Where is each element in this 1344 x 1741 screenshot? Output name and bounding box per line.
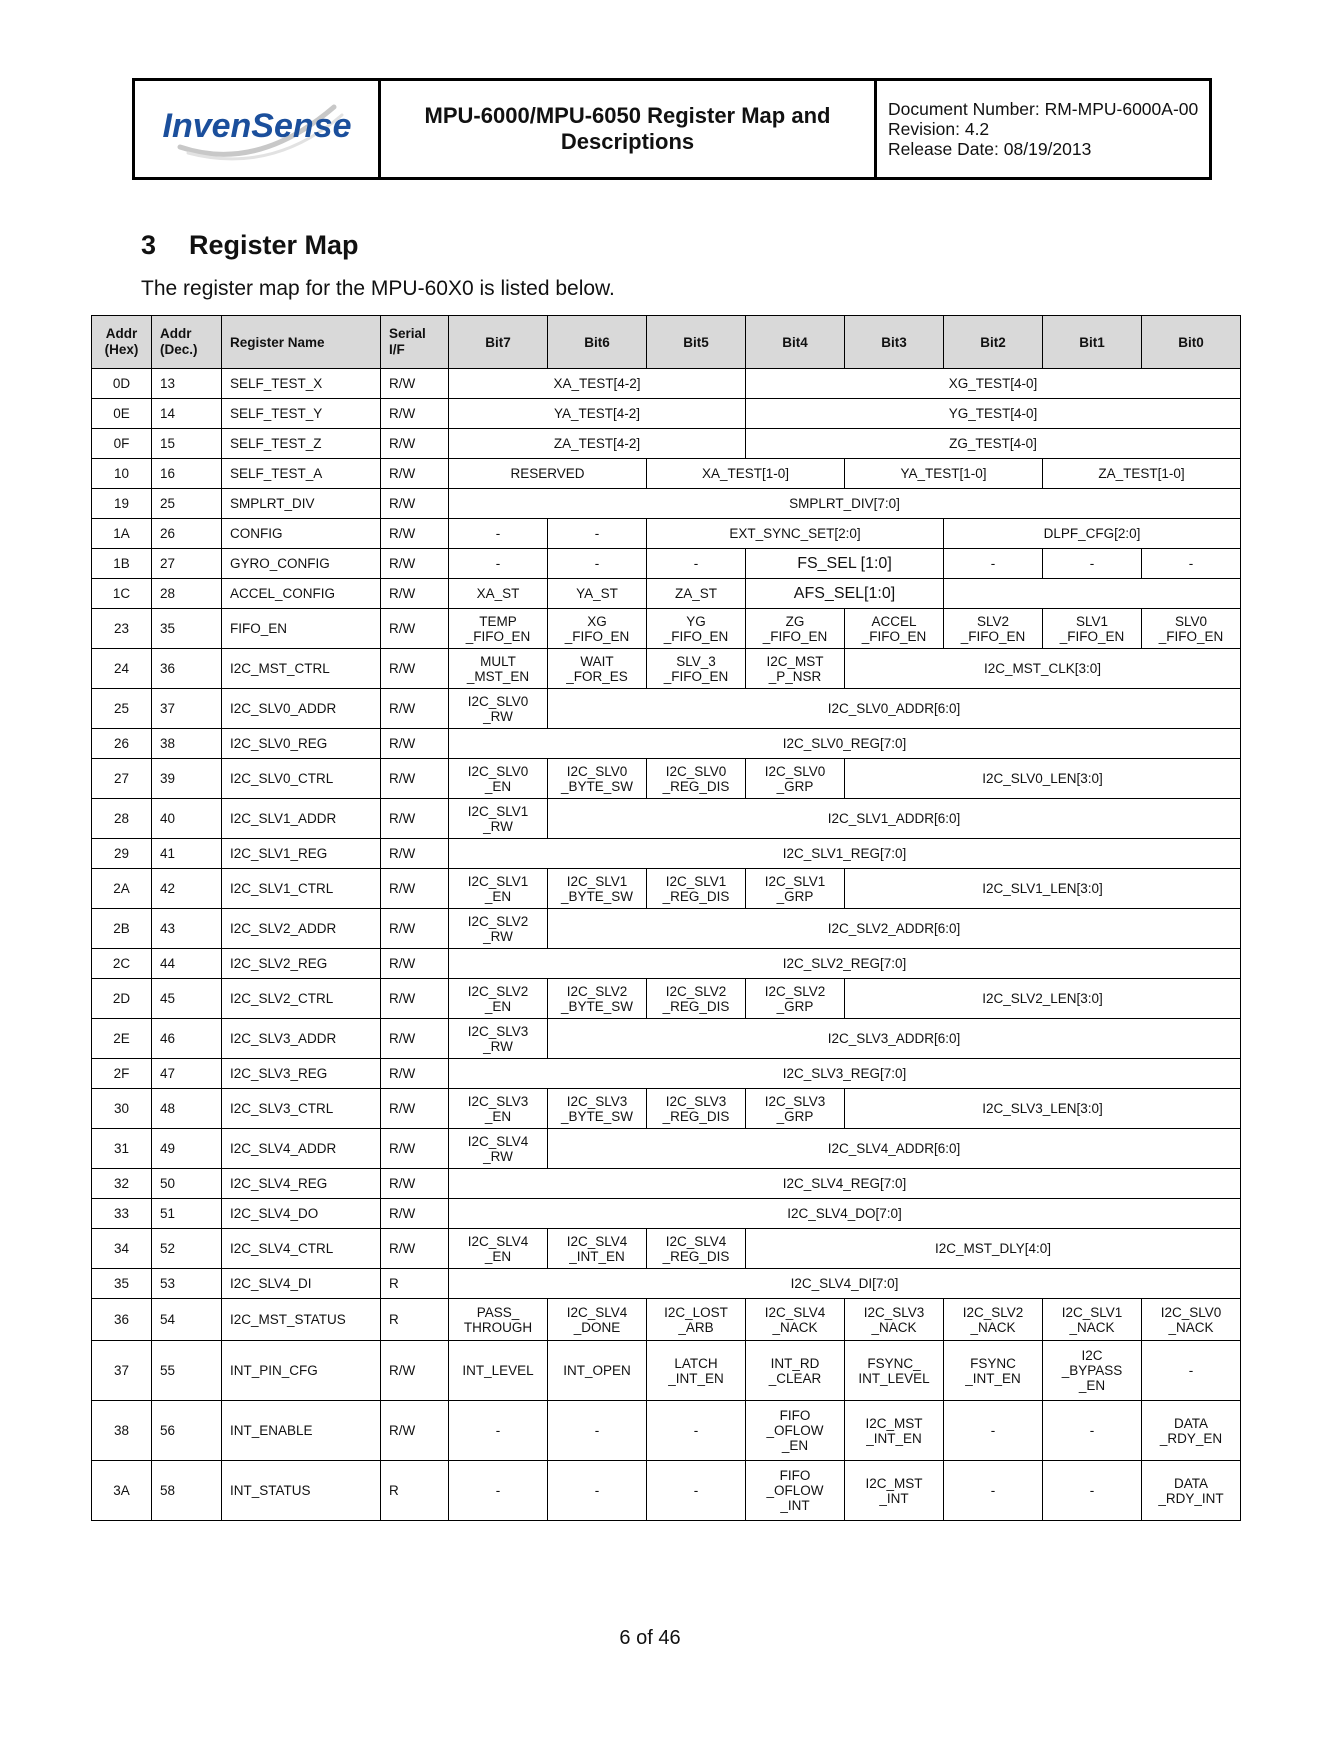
bit-field-cell: ZA_TEST[4-2] (449, 429, 746, 459)
bit-field-cell: ACCEL _FIFO_EN (845, 609, 944, 649)
bit-field-cell: I2C_SLV3 _RW (449, 1019, 548, 1059)
table-row (92, 1169, 1241, 1199)
register-name-cell: SELF_TEST_X (222, 369, 381, 399)
bit-field-cell: DLPF_CFG[2:0] (944, 519, 1241, 549)
bit-field-cell: I2C_SLV2_ADDR[6:0] (548, 909, 1241, 949)
serial-if-cell: R/W (381, 1401, 449, 1461)
bit-field-cell: I2C_SLV2_LEN[3:0] (845, 979, 1241, 1019)
bit-field-cell: SLV_3 _FIFO_EN (647, 649, 746, 689)
bit-field-cell: I2C_SLV0 _NACK (1142, 1299, 1241, 1341)
bit-field-cell: I2C_SLV1_REG[7:0] (449, 839, 1241, 869)
bit-field-cell: I2C_SLV0_LEN[3:0] (845, 759, 1241, 799)
addr-hex-cell: 36 (92, 1299, 152, 1341)
bit-field-cell: I2C_SLV3_LEN[3:0] (845, 1089, 1241, 1129)
register-name-cell: I2C_SLV1_CTRL (222, 869, 381, 909)
bit-field-cell: I2C_MST _INT_EN (845, 1401, 944, 1461)
addr-hex-cell: 33 (92, 1199, 152, 1229)
header-bit5: Bit5 (647, 316, 746, 369)
addr-dec-cell: 52 (152, 1229, 222, 1269)
bit-field-cell: I2C_SLV1 _GRP (746, 869, 845, 909)
register-map-table (91, 315, 1241, 1521)
table-row (92, 369, 1241, 399)
serial-if-cell: R/W (381, 1169, 449, 1199)
bit-field-cell: - (1142, 1341, 1241, 1401)
bit-field-cell: YA_TEST[1-0] (845, 459, 1043, 489)
bit-field-cell: I2C_SLV3_REG[7:0] (449, 1059, 1241, 1089)
table-row (92, 1269, 1241, 1299)
serial-if-cell: R/W (381, 459, 449, 489)
bit-field-cell: - (548, 519, 647, 549)
header-bit2: Bit2 (944, 316, 1043, 369)
addr-hex-cell: 0D (92, 369, 152, 399)
bit-field-cell: I2C_SLV4 _DONE (548, 1299, 647, 1341)
register-name-cell: I2C_SLV3_ADDR (222, 1019, 381, 1059)
addr-dec-cell: 16 (152, 459, 222, 489)
addr-hex-cell: 2C (92, 949, 152, 979)
register-name-cell: SELF_TEST_Z (222, 429, 381, 459)
table-row (92, 609, 1241, 649)
addr-dec-cell: 45 (152, 979, 222, 1019)
addr-hex-cell: 2F (92, 1059, 152, 1089)
table-row (92, 1341, 1241, 1401)
invensense-logo-icon (162, 89, 352, 169)
bit-field-cell: - (647, 1401, 746, 1461)
serial-if-cell: R/W (381, 979, 449, 1019)
bit-field-cell: I2C_SLV4_DI[7:0] (449, 1269, 1241, 1299)
bit-field-cell: I2C_MST_DLY[4:0] (746, 1229, 1241, 1269)
table-row (92, 869, 1241, 909)
serial-if-cell: R/W (381, 909, 449, 949)
addr-dec-cell: 15 (152, 429, 222, 459)
bit-field-cell: I2C_SLV1 _NACK (1043, 1299, 1142, 1341)
bit-field-cell: - (647, 1461, 746, 1521)
bit-field-cell: - (449, 1401, 548, 1461)
addr-dec-cell: 42 (152, 869, 222, 909)
table-row (92, 1089, 1241, 1129)
bit-field-cell: DATA _RDY_INT (1142, 1461, 1241, 1521)
bit-field-cell: XA_TEST[1-0] (647, 459, 845, 489)
bit-field-cell: I2C_SLV2 _NACK (944, 1299, 1043, 1341)
table-row (92, 759, 1241, 799)
bit-field-cell: - (449, 519, 548, 549)
addr-hex-cell: 10 (92, 459, 152, 489)
release-date: Release Date: 08/19/2013 (888, 139, 1092, 159)
bit-field-cell: ZA_ST (647, 579, 746, 609)
header-bit6: Bit6 (548, 316, 647, 369)
bit-field-cell: INT_LEVEL (449, 1341, 548, 1401)
bit-field-cell: I2C_MST _INT (845, 1461, 944, 1521)
addr-hex-cell: 37 (92, 1341, 152, 1401)
addr-hex-cell: 28 (92, 799, 152, 839)
addr-hex-cell: 3A (92, 1461, 152, 1521)
table-row (92, 689, 1241, 729)
section-heading (141, 230, 359, 261)
bit-field-cell: AFS_SEL[1:0] (746, 579, 944, 609)
intro-text: The register map for the MPU-60X0 is listed below. (141, 277, 615, 300)
register-rows (92, 369, 1241, 1521)
bit-field-cell: - (944, 1401, 1043, 1461)
bit-field-cell: I2C_SLV4_DO[7:0] (449, 1199, 1241, 1229)
bit-field-cell: I2C_SLV4 _NACK (746, 1299, 845, 1341)
table-row (92, 549, 1241, 579)
addr-dec-cell: 40 (152, 799, 222, 839)
bit-field-cell: ZA_TEST[1-0] (1043, 459, 1241, 489)
table-row (92, 729, 1241, 759)
title-line-1: MPU-6000/MPU-6050 Register Map and (424, 103, 831, 128)
addr-dec-cell: 58 (152, 1461, 222, 1521)
table-row (92, 1199, 1241, 1229)
bit-field-cell: SMPLRT_DIV[7:0] (449, 489, 1241, 519)
table-row (92, 579, 1241, 609)
addr-dec-cell: 27 (152, 549, 222, 579)
register-name-cell: I2C_SLV4_ADDR (222, 1129, 381, 1169)
bit-field-cell: I2C_SLV2 _RW (449, 909, 548, 949)
addr-hex-cell: 25 (92, 689, 152, 729)
title-line-2: Descriptions (560, 129, 695, 154)
register-name-cell: I2C_SLV0_CTRL (222, 759, 381, 799)
addr-hex-cell: 0F (92, 429, 152, 459)
section-title: Register Map (189, 230, 359, 260)
serial-if-cell: R/W (381, 519, 449, 549)
table-row (92, 519, 1241, 549)
bit-field-cell: ZG _FIFO_EN (746, 609, 845, 649)
company-logo (135, 81, 381, 177)
addr-dec-cell: 44 (152, 949, 222, 979)
header-bit7: Bit7 (449, 316, 548, 369)
register-name-cell: I2C_MST_CTRL (222, 649, 381, 689)
serial-if-cell: R/W (381, 1059, 449, 1089)
serial-if-cell: R/W (381, 609, 449, 649)
serial-if-cell: R/W (381, 369, 449, 399)
bit-field-cell: I2C_SLV2 _EN (449, 979, 548, 1019)
serial-if-cell: R/W (381, 1229, 449, 1269)
register-name-cell: ACCEL_CONFIG (222, 579, 381, 609)
bit-field-cell: I2C_SLV3 _NACK (845, 1299, 944, 1341)
addr-hex-cell: 24 (92, 649, 152, 689)
doc-number: Document Number: RM-MPU-6000A-00 (888, 99, 1199, 119)
bit-field-cell: I2C_SLV1 _REG_DIS (647, 869, 746, 909)
bit-field-cell: I2C_SLV1_LEN[3:0] (845, 869, 1241, 909)
document-header (132, 78, 1212, 180)
bit-field-cell: - (944, 1461, 1043, 1521)
header-bit3: Bit3 (845, 316, 944, 369)
bit-field-cell: EXT_SYNC_SET[2:0] (647, 519, 944, 549)
addr-dec-cell: 26 (152, 519, 222, 549)
bit-field-cell: FSYNC_ INT_LEVEL (845, 1341, 944, 1401)
addr-dec-cell: 46 (152, 1019, 222, 1059)
header-register-name: Register Name (222, 316, 381, 369)
bit-field-cell: TEMP _FIFO_EN (449, 609, 548, 649)
serial-if-cell: R/W (381, 549, 449, 579)
bit-field-cell: DATA _RDY_EN (1142, 1401, 1241, 1461)
serial-if-cell: R/W (381, 489, 449, 519)
bit-field-cell: I2C_SLV0 _BYTE_SW (548, 759, 647, 799)
bit-field-cell: I2C_SLV2_REG[7:0] (449, 949, 1241, 979)
addr-dec-cell: 43 (152, 909, 222, 949)
bit-field-cell: XA_ST (449, 579, 548, 609)
bit-field-cell: I2C_SLV4 _REG_DIS (647, 1229, 746, 1269)
header-bit1: Bit1 (1043, 316, 1142, 369)
bit-field-cell: - (548, 1461, 647, 1521)
bit-field-cell: I2C_SLV3 _REG_DIS (647, 1089, 746, 1129)
section-number: 3 (141, 230, 157, 260)
header-bit4: Bit4 (746, 316, 845, 369)
table-row (92, 839, 1241, 869)
addr-hex-cell: 31 (92, 1129, 152, 1169)
bit-field-cell: YG _FIFO_EN (647, 609, 746, 649)
register-name-cell: SMPLRT_DIV (222, 489, 381, 519)
addr-hex-cell: 27 (92, 759, 152, 799)
bit-field-cell: I2C_SLV3 _BYTE_SW (548, 1089, 647, 1129)
addr-hex-cell: 2D (92, 979, 152, 1019)
addr-hex-cell: 1C (92, 579, 152, 609)
bit-field-cell: YG_TEST[4-0] (746, 399, 1241, 429)
bit-field-cell: I2C_MST _P_NSR (746, 649, 845, 689)
serial-if-cell: R/W (381, 1199, 449, 1229)
addr-dec-cell: 13 (152, 369, 222, 399)
register-name-cell: CONFIG (222, 519, 381, 549)
bit-field-cell: INT_RD _CLEAR (746, 1341, 845, 1401)
register-name-cell: I2C_SLV4_DI (222, 1269, 381, 1299)
addr-dec-cell: 35 (152, 609, 222, 649)
bit-field-cell: I2C_SLV0 _RW (449, 689, 548, 729)
addr-dec-cell: 55 (152, 1341, 222, 1401)
serial-if-cell: R/W (381, 649, 449, 689)
bit-field-cell: I2C_SLV1_ADDR[6:0] (548, 799, 1241, 839)
table-row (92, 489, 1241, 519)
serial-if-cell: R (381, 1299, 449, 1341)
addr-hex-cell: 0E (92, 399, 152, 429)
register-name-cell: I2C_SLV2_ADDR (222, 909, 381, 949)
serial-if-cell: R/W (381, 799, 449, 839)
bit-field-cell: LATCH _INT_EN (647, 1341, 746, 1401)
bit-field-cell: I2C_SLV3 _EN (449, 1089, 548, 1129)
bit-field-cell: PASS_ THROUGH (449, 1299, 548, 1341)
bit-field-cell: INT_OPEN (548, 1341, 647, 1401)
register-name-cell: SELF_TEST_Y (222, 399, 381, 429)
serial-if-cell: R/W (381, 949, 449, 979)
bit-field-cell: XG _FIFO_EN (548, 609, 647, 649)
register-name-cell: I2C_MST_STATUS (222, 1299, 381, 1341)
bit-field-cell: I2C_SLV1 _RW (449, 799, 548, 839)
header-serial-if: Serial I/F (381, 316, 449, 369)
register-name-cell: I2C_SLV2_REG (222, 949, 381, 979)
addr-dec-cell: 38 (152, 729, 222, 759)
register-name-cell: GYRO_CONFIG (222, 549, 381, 579)
addr-hex-cell: 29 (92, 839, 152, 869)
bit-field-cell: I2C_SLV0_ADDR[6:0] (548, 689, 1241, 729)
bit-field-cell: YA_ST (548, 579, 647, 609)
serial-if-cell: R/W (381, 429, 449, 459)
addr-dec-cell: 53 (152, 1269, 222, 1299)
bit-field-cell: RESERVED (449, 459, 647, 489)
register-name-cell: I2C_SLV4_REG (222, 1169, 381, 1199)
addr-dec-cell: 51 (152, 1199, 222, 1229)
addr-dec-cell: 50 (152, 1169, 222, 1199)
register-name-cell: I2C_SLV4_CTRL (222, 1229, 381, 1269)
bit-field-cell: FIFO _OFLOW _INT (746, 1461, 845, 1521)
serial-if-cell: R/W (381, 579, 449, 609)
addr-hex-cell: 35 (92, 1269, 152, 1299)
register-name-cell: I2C_SLV3_REG (222, 1059, 381, 1089)
header-bit0: Bit0 (1142, 316, 1241, 369)
serial-if-cell: R/W (381, 869, 449, 909)
addr-hex-cell: 2B (92, 909, 152, 949)
addr-hex-cell: 32 (92, 1169, 152, 1199)
bit-field-cell: - (1043, 1401, 1142, 1461)
addr-hex-cell: 1A (92, 519, 152, 549)
bit-field-cell: I2C_SLV2 _BYTE_SW (548, 979, 647, 1019)
bit-field-cell: I2C_SLV3 _GRP (746, 1089, 845, 1129)
addr-hex-cell: 38 (92, 1401, 152, 1461)
addr-dec-cell: 39 (152, 759, 222, 799)
table-row (92, 1129, 1241, 1169)
table-row (92, 1059, 1241, 1089)
register-name-cell: I2C_SLV0_ADDR (222, 689, 381, 729)
table-row (92, 799, 1241, 839)
bit-field-cell: I2C_SLV0 _REG_DIS (647, 759, 746, 799)
bit-field-cell: MULT _MST_EN (449, 649, 548, 689)
table-row (92, 1019, 1241, 1059)
addr-hex-cell: 2E (92, 1019, 152, 1059)
bit-field-cell: I2C_SLV4 _INT_EN (548, 1229, 647, 1269)
register-name-cell: INT_ENABLE (222, 1401, 381, 1461)
addr-hex-cell: 34 (92, 1229, 152, 1269)
bit-field-cell: I2C_SLV4 _RW (449, 1129, 548, 1169)
addr-dec-cell: 28 (152, 579, 222, 609)
serial-if-cell: R/W (381, 839, 449, 869)
serial-if-cell: R (381, 1461, 449, 1521)
bit-field-cell: SLV1 _FIFO_EN (1043, 609, 1142, 649)
table-header-row (92, 316, 1241, 369)
table-row (92, 459, 1241, 489)
bit-field-cell: SLV0 _FIFO_EN (1142, 609, 1241, 649)
header-addr-dec: Addr (Dec.) (152, 316, 222, 369)
serial-if-cell: R (381, 1269, 449, 1299)
bit-field-cell: ZG_TEST[4-0] (746, 429, 1241, 459)
register-name-cell: I2C_SLV1_ADDR (222, 799, 381, 839)
bit-field-cell: I2C_SLV0_REG[7:0] (449, 729, 1241, 759)
addr-hex-cell: 19 (92, 489, 152, 519)
serial-if-cell: R/W (381, 689, 449, 729)
addr-dec-cell: 56 (152, 1401, 222, 1461)
bit-field-cell: - (548, 549, 647, 579)
bit-field-cell (944, 579, 1241, 609)
addr-hex-cell: 1B (92, 549, 152, 579)
bit-field-cell: I2C_SLV4_REG[7:0] (449, 1169, 1241, 1199)
addr-hex-cell: 2A (92, 869, 152, 909)
bit-field-cell: - (1142, 549, 1241, 579)
register-name-cell: FIFO_EN (222, 609, 381, 649)
bit-field-cell: I2C_SLV1 _BYTE_SW (548, 869, 647, 909)
addr-dec-cell: 14 (152, 399, 222, 429)
addr-hex-cell: 23 (92, 609, 152, 649)
document-title (381, 81, 877, 177)
bit-field-cell: FSYNC _INT_EN (944, 1341, 1043, 1401)
serial-if-cell: R/W (381, 729, 449, 759)
bit-field-cell: I2C_SLV0 _EN (449, 759, 548, 799)
table-row (92, 649, 1241, 689)
bit-field-cell: SLV2 _FIFO_EN (944, 609, 1043, 649)
addr-hex-cell: 30 (92, 1089, 152, 1129)
header-addr-hex: Addr (Hex) (92, 316, 152, 369)
bit-field-cell: - (1043, 549, 1142, 579)
addr-dec-cell: 49 (152, 1129, 222, 1169)
bit-field-cell: - (1043, 1461, 1142, 1521)
bit-field-cell: I2C_SLV1 _EN (449, 869, 548, 909)
register-name-cell: INT_PIN_CFG (222, 1341, 381, 1401)
bit-field-cell: - (944, 549, 1043, 579)
page-number: 6 of 46 (619, 1627, 681, 1649)
svg-text:InvenSense: InvenSense (162, 107, 351, 145)
table-row (92, 1401, 1241, 1461)
bit-field-cell: - (449, 1461, 548, 1521)
register-name-cell: I2C_SLV2_CTRL (222, 979, 381, 1019)
addr-dec-cell: 41 (152, 839, 222, 869)
bit-field-cell: FS_SEL [1:0] (746, 549, 944, 579)
bit-field-cell: I2C_SLV0 _GRP (746, 759, 845, 799)
addr-dec-cell: 54 (152, 1299, 222, 1341)
register-name-cell: I2C_SLV4_DO (222, 1199, 381, 1229)
serial-if-cell: R/W (381, 1019, 449, 1059)
bit-field-cell: - (548, 1401, 647, 1461)
table-row (92, 1229, 1241, 1269)
table-row (92, 1299, 1241, 1341)
addr-dec-cell: 25 (152, 489, 222, 519)
addr-dec-cell: 48 (152, 1089, 222, 1129)
register-name-cell: I2C_SLV0_REG (222, 729, 381, 759)
document-info (877, 81, 1209, 177)
table-row (92, 979, 1241, 1019)
bit-field-cell: I2C_SLV2 _REG_DIS (647, 979, 746, 1019)
table-row (92, 429, 1241, 459)
bit-field-cell: FIFO _OFLOW _EN (746, 1401, 845, 1461)
table-row (92, 399, 1241, 429)
table-row (92, 949, 1241, 979)
bit-field-cell: XA_TEST[4-2] (449, 369, 746, 399)
table-row (92, 1461, 1241, 1521)
register-name-cell: INT_STATUS (222, 1461, 381, 1521)
bit-field-cell: - (449, 549, 548, 579)
bit-field-cell: I2C _BYPASS _EN (1043, 1341, 1142, 1401)
register-name-cell: I2C_SLV1_REG (222, 839, 381, 869)
table-row (92, 909, 1241, 949)
bit-field-cell: YA_TEST[4-2] (449, 399, 746, 429)
bit-field-cell: - (647, 549, 746, 579)
bit-field-cell: XG_TEST[4-0] (746, 369, 1241, 399)
addr-dec-cell: 36 (152, 649, 222, 689)
register-name-cell: I2C_SLV3_CTRL (222, 1089, 381, 1129)
bit-field-cell: I2C_SLV2 _GRP (746, 979, 845, 1019)
bit-field-cell: I2C_SLV3_ADDR[6:0] (548, 1019, 1241, 1059)
bit-field-cell: I2C_SLV4_ADDR[6:0] (548, 1129, 1241, 1169)
serial-if-cell: R/W (381, 759, 449, 799)
addr-dec-cell: 37 (152, 689, 222, 729)
bit-field-cell: I2C_MST_CLK[3:0] (845, 649, 1241, 689)
addr-hex-cell: 26 (92, 729, 152, 759)
serial-if-cell: R/W (381, 1089, 449, 1129)
serial-if-cell: R/W (381, 1129, 449, 1169)
bit-field-cell: I2C_SLV4 _EN (449, 1229, 548, 1269)
addr-dec-cell: 47 (152, 1059, 222, 1089)
register-name-cell: SELF_TEST_A (222, 459, 381, 489)
bit-field-cell: I2C_LOST _ARB (647, 1299, 746, 1341)
serial-if-cell: R/W (381, 1341, 449, 1401)
revision: Revision: 4.2 (888, 119, 990, 139)
serial-if-cell: R/W (381, 399, 449, 429)
bit-field-cell: WAIT _FOR_ES (548, 649, 647, 689)
